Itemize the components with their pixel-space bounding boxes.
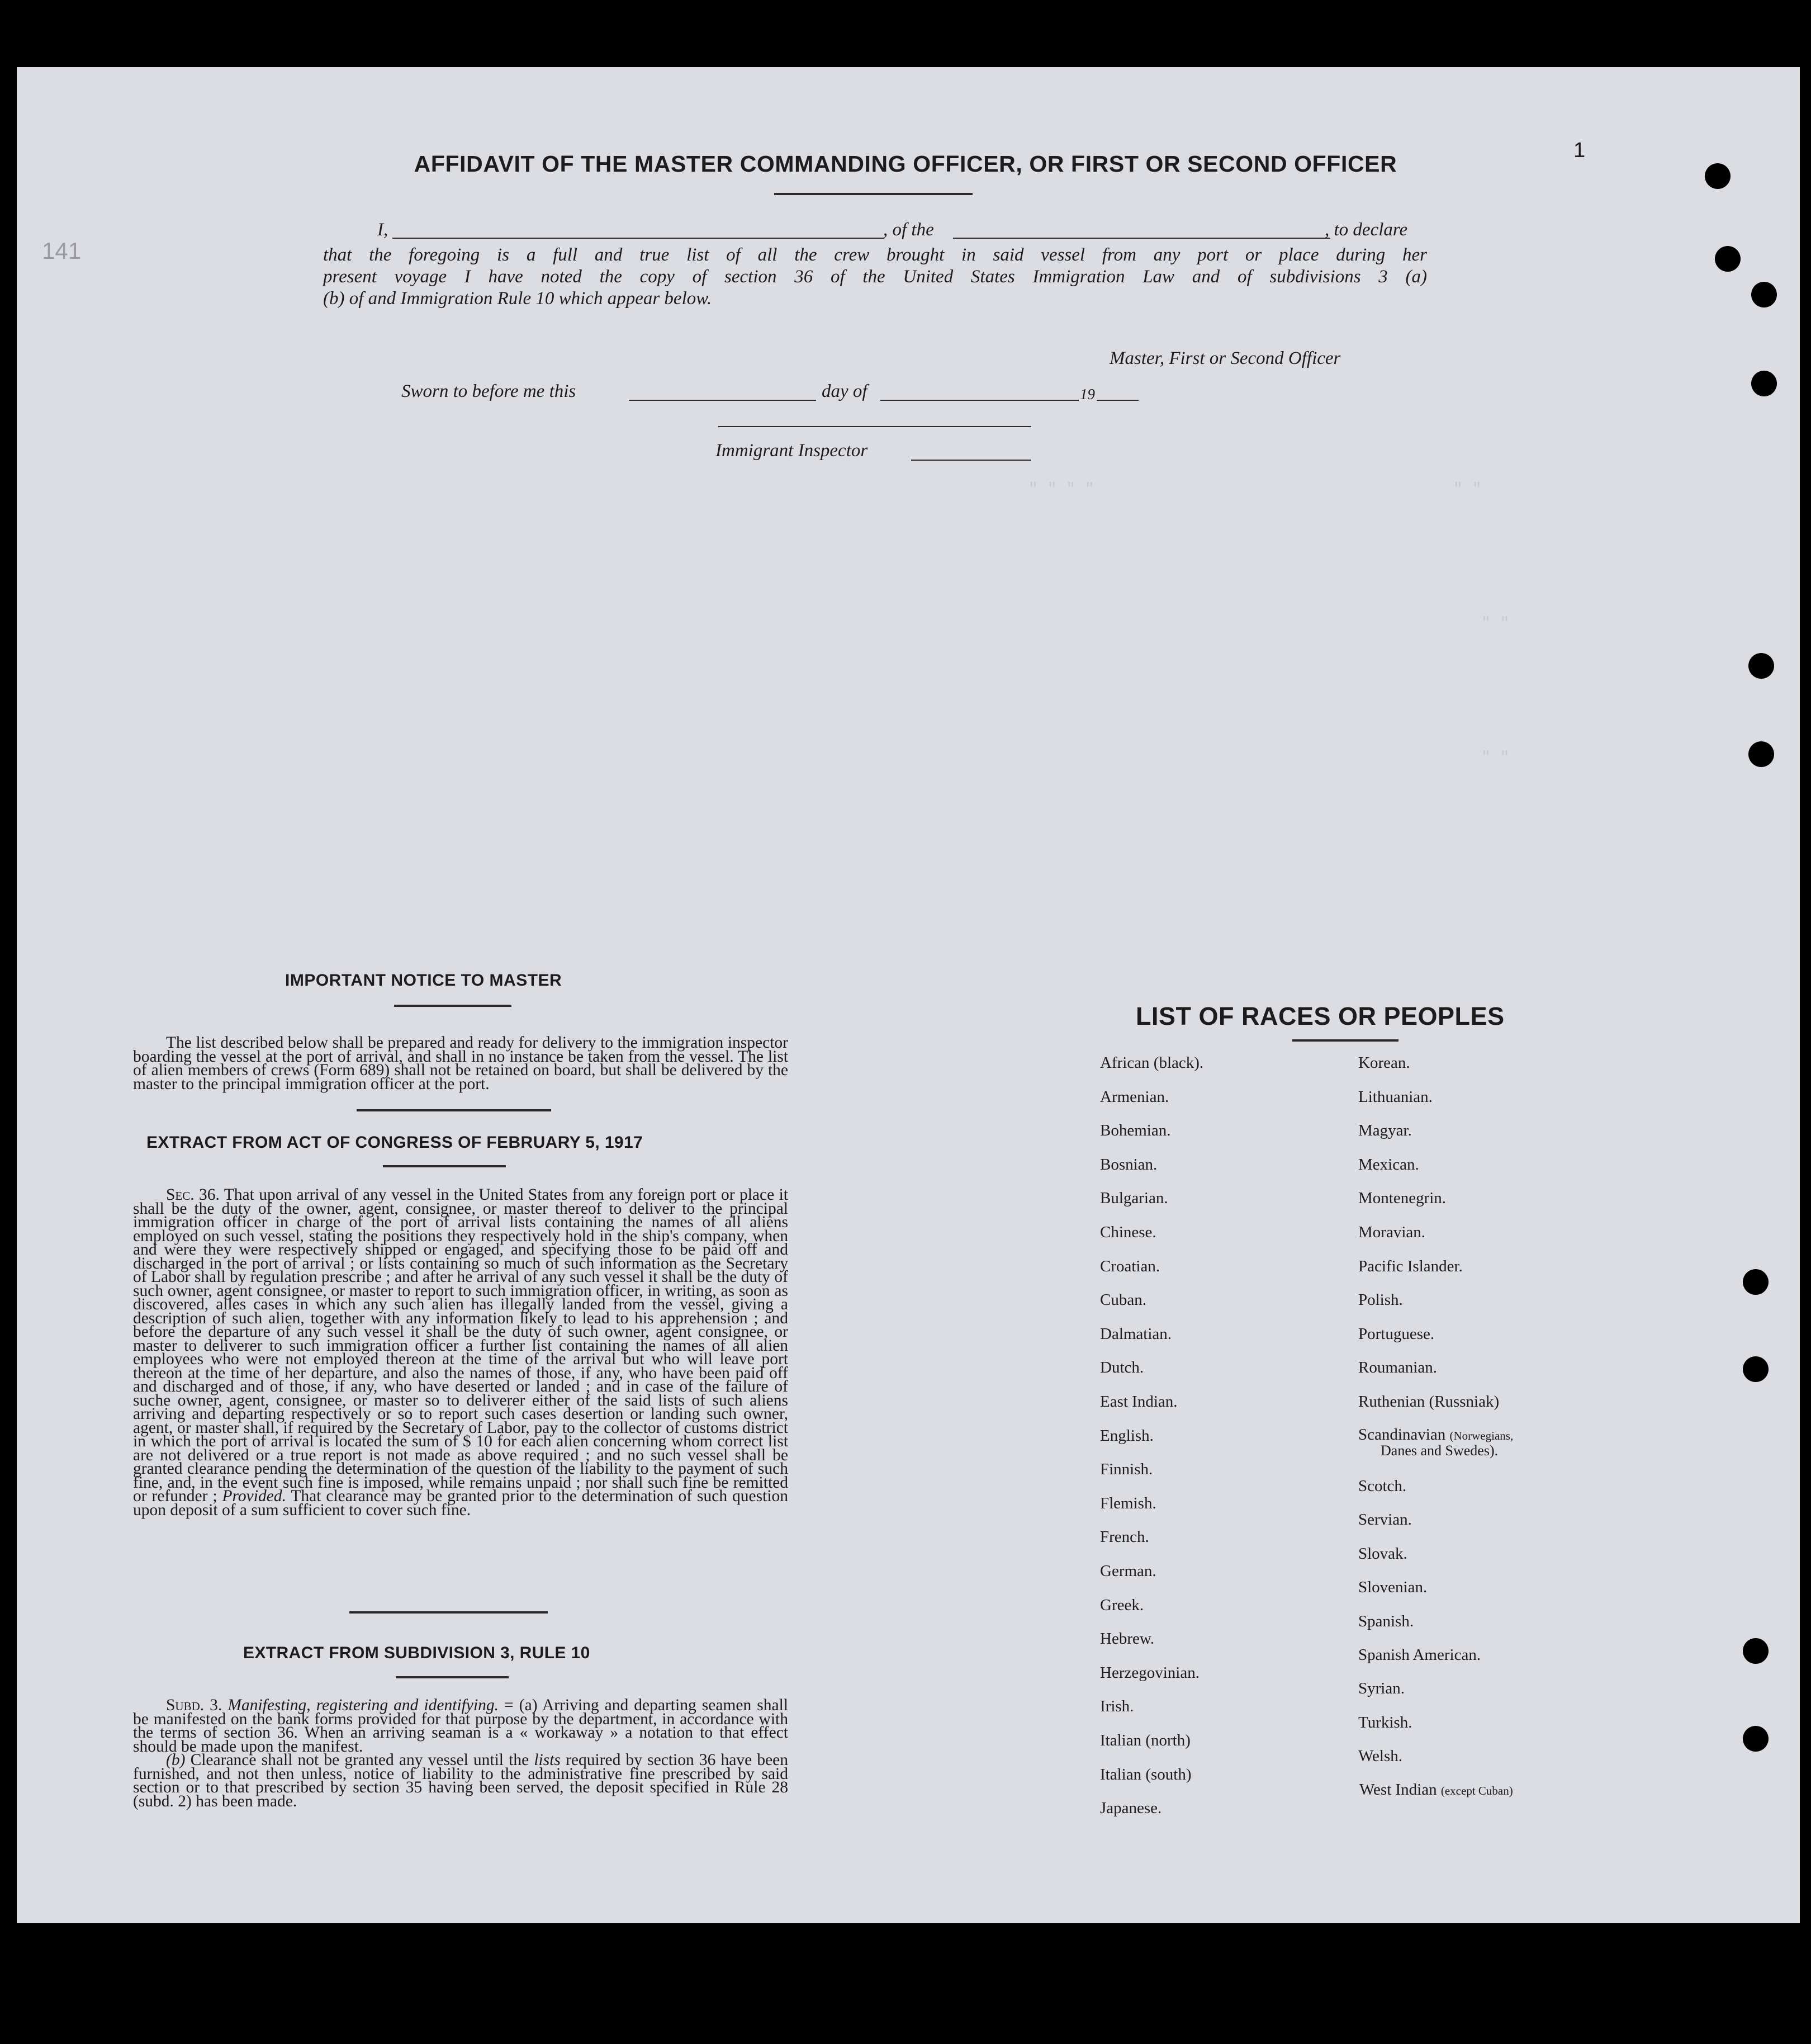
notice-text: The list described below shall be prepared and ready for delivery to the immigration inspector boarding the vessel at the port of arrival, and shall in no instance be taken from the vessel. The list of alien members of crews (Form 689) shall not be retained on board, but shall be delivered by the master to the principal immigration officer at the port.: [133, 1034, 788, 1093]
sworn-year-field[interactable]: [1097, 400, 1139, 401]
punch-hole: [1743, 1726, 1769, 1752]
rule-text-a: = (a) Arriving and departing seamen shall be manifested on the bank forms provided for that purpose by the department, in accordance with the terms of section 36. When an arriving seaman is a « workaway » a notation to that effect should be made upon the manifest.: [133, 1696, 788, 1756]
act-text: [133, 1188, 788, 1517]
race-item: Turkish.: [1358, 1713, 1412, 1731]
notice-underline: [394, 1005, 511, 1007]
affidavit-to-declare: , to declare: [1325, 220, 1408, 240]
affidavit-line-4: (b) of and Immigration Rule 10 which appear below.: [323, 288, 712, 309]
act-text-end: That clearance may be granted prior to the determination of such question upon deposit of a sum sufficient to cover such fine.: [133, 1487, 789, 1519]
race-item: Irish.: [1100, 1697, 1134, 1716]
race-item: Cuban.: [1100, 1291, 1146, 1309]
race-item: English.: [1100, 1426, 1154, 1445]
inspector-name-field[interactable]: [911, 460, 1031, 461]
punch-hole: [1743, 1356, 1769, 1382]
race-item: Spanish.: [1358, 1612, 1414, 1630]
master-name-field[interactable]: [392, 238, 884, 239]
race-item: Bulgarian.: [1100, 1189, 1168, 1208]
races-title: LIST OF RACES OR PEOPLES: [1136, 1002, 1505, 1030]
punch-hole: [1705, 163, 1731, 189]
race-item: German.: [1100, 1562, 1156, 1580]
rule-text-b: Clearance shall not be granted any vessel until the: [190, 1751, 529, 1769]
race-item: Spanish American.: [1358, 1646, 1481, 1664]
punch-hole: [1751, 371, 1777, 396]
act-provided: Provided.: [222, 1487, 286, 1505]
race-item: East Indian.: [1100, 1393, 1178, 1411]
race-item: Italian (north): [1100, 1731, 1191, 1749]
race-item: Hebrew.: [1100, 1630, 1155, 1648]
punch-hole: [1743, 1269, 1769, 1295]
affidavit-line-2: that the foregoing is a full and true list of all the crew brought in said vessel from any port or place during her: [323, 245, 1427, 265]
race-item: Chinese.: [1100, 1223, 1156, 1241]
race-item: Lithuanian.: [1358, 1087, 1433, 1106]
affidavit-title: AFFIDAVIT OF THE MASTER COMMANDING OFFICER, OR FIRST OR SECOND OFFICER: [414, 151, 1397, 177]
rule-underline: [396, 1676, 509, 1678]
race-west-indian-label: West Indian: [1359, 1781, 1437, 1799]
affidavit-of-the: , of the: [883, 220, 934, 240]
race-item: Herzegovinian.: [1100, 1663, 1200, 1682]
rule-heading: Manifesting, registering and identifying.: [227, 1696, 499, 1714]
punch-hole: [1748, 653, 1774, 679]
race-item: Croatian.: [1100, 1257, 1160, 1275]
notice-title: IMPORTANT NOTICE TO MASTER: [285, 971, 562, 990]
race-item: Italian (south): [1100, 1765, 1192, 1783]
punch-hole: [1743, 1638, 1769, 1664]
affidavit-i: I,: [377, 220, 388, 240]
race-item: Flemish.: [1100, 1494, 1156, 1512]
race-west-indian: [1359, 1781, 1513, 1799]
punch-hole: [1751, 282, 1777, 307]
race-item: Slovak.: [1358, 1544, 1407, 1563]
race-item: Servian.: [1358, 1511, 1412, 1529]
race-item: Greek.: [1100, 1596, 1144, 1614]
race-item: Dutch.: [1100, 1359, 1144, 1377]
race-item: Roumanian.: [1358, 1359, 1437, 1377]
race-item: Moravian.: [1358, 1223, 1425, 1241]
rule-text-c: required by section 36 have been furnished, and not then unless, notice of liability to the administrative fine prescribed by said section or to that prescribed by section 35 having been served, the deposit specified in Rule 28 (subd. 2) has been made.: [133, 1751, 789, 1810]
punch-hole: [1748, 741, 1774, 767]
rule-subd-label: Subd. 3.: [166, 1696, 222, 1714]
races-underline: [1292, 1039, 1398, 1042]
race-item: Ruthenian (Russniak): [1358, 1393, 1500, 1411]
race-item: Scotch.: [1358, 1477, 1407, 1495]
vessel-name-field[interactable]: [953, 238, 1330, 239]
race-scandinavian: [1358, 1426, 1513, 1444]
race-item: Pacific Islander.: [1358, 1257, 1463, 1275]
signature-label: Master, First or Second Officer: [1110, 348, 1341, 368]
race-item: Bosnian.: [1100, 1155, 1158, 1174]
race-item: Polish.: [1358, 1291, 1403, 1309]
race-item: African (black).: [1100, 1054, 1204, 1072]
race-item: French.: [1100, 1528, 1149, 1546]
rule-lists: lists: [534, 1751, 561, 1769]
act-title: EXTRACT FROM ACT OF CONGRESS OF FEBRUARY 5, 1917: [146, 1133, 643, 1152]
race-west-indian-note: (except Cuban): [1440, 1784, 1513, 1797]
race-item: Finnish.: [1100, 1460, 1153, 1479]
act-text-main: That upon arrival of any vessel in the United States from any foreign port or place it shall be the duty of the owner, agent, consignee, or master thereof to deliver to the principal immigration officer in charge of the port of arrival lists containing the names of all aliens employed on such vessel, stating the positions they respectively hold in the ship's company, when and were they were respectively shipped or engaged, and specifying those to be paid off and discharged in the port of arrival ; or lists containing so much of such information as the Secretary of Labor shall by regulation prescribe ; and after he arrival of any such vessel it shall be the duty of such owner, agent consignee, or master to report to such immigration officer, in writing, as soon as discovered, alles cases in which any such alien has illegally landed from the vessel, giving a description of such alien, together with any information likely to lead to his apprehension ; and before the departure of any such vessel it shall be the duty of such owner, agent consignee, or master to deliverer to such immigration officer a further list containing the names of all alien employees who were not employed thereon at the time of the arrival but who will leave port thereon at the time of her departure, and also the names of those, if any, who have been paid off and discharged and of those, if any, who have deserted or landed ; and in case of the failure of suche owner, agent, consignee, or master so to deliverer either of the said lists of such aliens arriving and departing respectively or so to report such cases desertion or landing such owner, agent, or master shall, if required by the Secretary of Labor, pay to the collector of customs district in which the port of arrival is located the sum of $ 10 for each alien concerning whom correct list are not delivered or a true report is not made as above required ; and no such vessel shall be granted clearance pending the determination of the question of the liability to the payment of such fine, and, in the event such fine is imposed, while remains unpaid ; nor shall such fine be remitted or refunder ;: [133, 1186, 789, 1505]
punch-hole: [1715, 246, 1741, 272]
race-item: Syrian.: [1358, 1679, 1405, 1698]
race-item: Montenegrin.: [1358, 1189, 1447, 1208]
race-scandinavian-label: Scandinavian: [1358, 1426, 1446, 1444]
race-item: Japanese.: [1100, 1799, 1162, 1818]
rule-b-label: (b): [166, 1751, 186, 1769]
rule-text: [133, 1698, 788, 1808]
inspector-signature-field[interactable]: [718, 426, 1031, 427]
notice-divider: [357, 1109, 551, 1111]
race-scandinavian-note: (Norwegians,: [1449, 1429, 1514, 1442]
act-section-label: Sec. 36.: [166, 1186, 220, 1204]
act-divider: [349, 1611, 548, 1614]
race-item: Magyar.: [1358, 1122, 1412, 1140]
race-item: Portuguese.: [1358, 1324, 1435, 1343]
rule-title: EXTRACT FROM SUBDIVISION 3, RULE 10: [243, 1644, 590, 1662]
affidavit-line-3: present voyage I have noted the copy of section 36 of the United States Immigration Law and of subdivisions 3 (a): [323, 267, 1427, 287]
race-scandinavian-note-line2: Danes and Swedes).: [1381, 1442, 1499, 1459]
sworn-day-field[interactable]: [629, 400, 816, 401]
title-underline: [774, 193, 973, 195]
race-item: Bohemian.: [1100, 1122, 1171, 1140]
race-item: Korean.: [1358, 1054, 1410, 1072]
page-number: 141: [42, 238, 82, 264]
race-item: Mexican.: [1358, 1155, 1419, 1174]
top-right-mark: 1: [1573, 139, 1586, 162]
act-underline: [383, 1165, 506, 1167]
sworn-label: Sworn to before me this: [401, 381, 576, 401]
race-item: Dalmatian.: [1100, 1324, 1172, 1343]
race-item: Armenian.: [1100, 1087, 1169, 1106]
race-item: Slovenian.: [1358, 1578, 1428, 1597]
day-of-label: day of: [822, 381, 867, 401]
race-item: Welsh.: [1358, 1747, 1403, 1766]
year-prefix: 19: [1080, 386, 1095, 403]
inspector-label: Immigrant Inspector: [715, 441, 868, 461]
sworn-month-field[interactable]: [880, 400, 1079, 401]
